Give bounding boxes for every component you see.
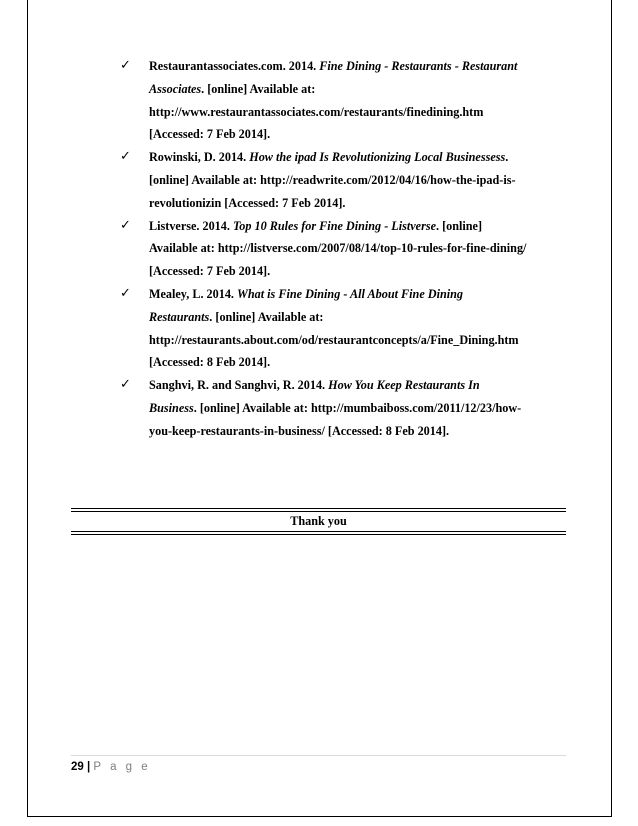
- reference-text: Mealey, L. 2014.: [149, 286, 238, 301]
- reference-line: [149, 55, 568, 78]
- top-divider: [71, 508, 566, 509]
- top-divider-thin: [71, 511, 566, 512]
- reference-text: Listverse. 2014.: [149, 218, 233, 233]
- reference-text: . [online] Available at: http://mumbaiboss.com/2011/12/23/how-: [193, 400, 522, 415]
- reference-line: [149, 146, 568, 169]
- checkmark-icon: ✓: [120, 58, 131, 73]
- reference-text: Restaurantassociates.com. 2014.: [149, 59, 320, 73]
- reference-item: [118, 374, 568, 442]
- closing-text: Thank you: [290, 514, 347, 528]
- reference-title: Fine Dining - Restaurants - Restaurant: [319, 59, 518, 73]
- reference-line: [149, 420, 568, 443]
- reference-list: [118, 55, 568, 443]
- checkmark-icon: ✓: [120, 217, 131, 233]
- reference-title: Restaurants: [149, 309, 210, 324]
- reference-text: Available at: http://listverse.com/2007/08/14/top-10-rules-for-fine-dining/: [149, 241, 527, 256]
- reference-text: revolutionizin [Accessed: 7 Feb 2014].: [149, 195, 346, 210]
- footer-divider: [71, 755, 566, 756]
- reference-line: [149, 260, 568, 283]
- reference-line: [149, 397, 568, 420]
- reference-line: [149, 351, 568, 374]
- reference-text: http://www.restaurantassociates.com/restaurants/finedining.htm: [149, 104, 484, 119]
- reference-text: you-keep-restaurants-in-business/ [Accessed: 8 Feb 2014].: [149, 423, 450, 438]
- page-footer: [71, 761, 151, 773]
- reference-line: [149, 78, 568, 101]
- reference-text: Sanghvi, R. and Sanghvi, R. 2014.: [149, 378, 329, 393]
- reference-line: [149, 169, 568, 192]
- reference-item: [118, 55, 568, 146]
- reference-title: Associates: [149, 81, 202, 96]
- checkmark-icon: ✓: [120, 285, 131, 301]
- reference-item: [118, 146, 568, 214]
- footer-separator: |: [87, 761, 91, 773]
- reference-line: [149, 374, 568, 397]
- reference-line: [149, 123, 568, 146]
- reference-line: [149, 192, 568, 215]
- reference-title: Business: [149, 400, 194, 415]
- bottom-divider-thin: [71, 534, 566, 535]
- reference-text: [online] Available at: http://readwrite.com/2012/04/16/how-the-ipad-is-: [149, 172, 516, 187]
- reference-text: . [online] Available at:: [201, 81, 316, 96]
- reference-line: [149, 215, 568, 238]
- page-label: P a g e: [93, 761, 151, 773]
- reference-item: [118, 215, 568, 283]
- reference-title: What is Fine Dining - All About Fine Dining: [237, 286, 464, 301]
- reference-line: [149, 329, 568, 352]
- reference-item: [118, 283, 568, 374]
- reference-text: [Accessed: 7 Feb 2014].: [149, 264, 271, 279]
- checkmark-icon: ✓: [120, 149, 131, 165]
- reference-title: Top 10 Rules for Fine Dining - Listverse: [232, 218, 436, 233]
- reference-line: [149, 101, 568, 124]
- reference-text: . [online]: [435, 218, 483, 233]
- reference-text: [Accessed: 7 Feb 2014].: [149, 127, 271, 142]
- reference-line: [149, 237, 568, 260]
- bottom-divider: [71, 531, 566, 532]
- checkmark-icon: ✓: [120, 377, 131, 393]
- reference-text: .: [505, 150, 509, 165]
- reference-title: How You Keep Restaurants In: [328, 378, 480, 393]
- reference-text: http://restaurants.about.com/od/restaurantconcepts/a/Fine_Dining.htm: [149, 332, 519, 347]
- reference-line: [149, 283, 568, 306]
- page-number: 29: [71, 761, 84, 773]
- reference-title: How the ipad Is Revolutionizing Local Businessess: [249, 150, 506, 165]
- reference-text: Rowinski, D. 2014.: [149, 150, 250, 165]
- reference-line: [149, 306, 568, 329]
- reference-text: . [online] Available at:: [209, 309, 324, 324]
- reference-text: [Accessed: 8 Feb 2014].: [149, 355, 271, 370]
